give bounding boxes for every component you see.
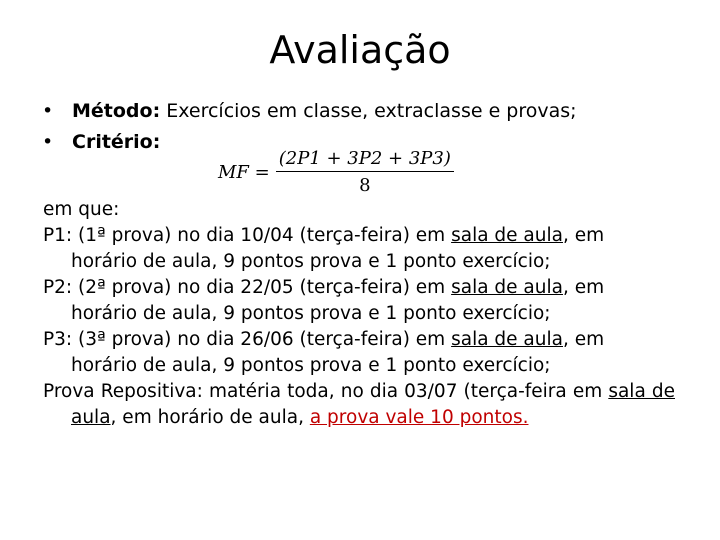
metodo-label: Método: — [72, 100, 161, 122]
p2-description: P2: (2ª prova) no dia 22/05 (terça-feira) em sala de aula, em horário de aula, 9 pontos prova e 1 ponto exercício; — [43, 277, 605, 324]
intro-line: em que: — [43, 199, 120, 220]
p1-description: P1: (1ª prova) no dia 10/04 (terça-feira) em sala de aula, em horário de aula, 9 pontos prova e 1 ponto exercício; — [43, 225, 605, 272]
formula-denominator: 8 — [359, 175, 371, 196]
formula-mf — [218, 148, 454, 196]
slide-title: Avaliação — [269, 28, 451, 72]
bullet-metodo — [40, 96, 700, 127]
p3-place: sala de aula — [451, 329, 563, 350]
bullet-dot-icon: • — [42, 100, 54, 122]
criterio-label: Critério: — [72, 131, 161, 153]
p1-place: sala de aula — [451, 225, 563, 246]
formula-lhs: MF = — [218, 161, 270, 183]
repositiva-description: Prova Repositiva: matéria toda, no dia 03/07 (terça-feira em sala de aula, em horário de aula, a prova vale 10 pontos. — [43, 381, 675, 428]
evaluation-details — [43, 197, 675, 431]
p3-description: P3: (3ª prova) no dia 26/06 (terça-feira) em sala de aula, em horário de aula, 9 pontos prova e 1 ponto exercício; — [43, 329, 605, 376]
repositiva-place: sala de aula — [71, 381, 675, 428]
bullet-dot-icon: • — [42, 131, 54, 153]
repositiva-highlight: a prova vale 10 pontos. — [309, 407, 529, 428]
formula-numerator: (2P1 + 3P2 + 3P3) — [276, 148, 454, 172]
formula-fraction — [276, 148, 454, 196]
p2-place: sala de aula — [451, 277, 563, 298]
metodo-text: Exercícios em classe, extraclasse e provas; — [166, 100, 577, 122]
